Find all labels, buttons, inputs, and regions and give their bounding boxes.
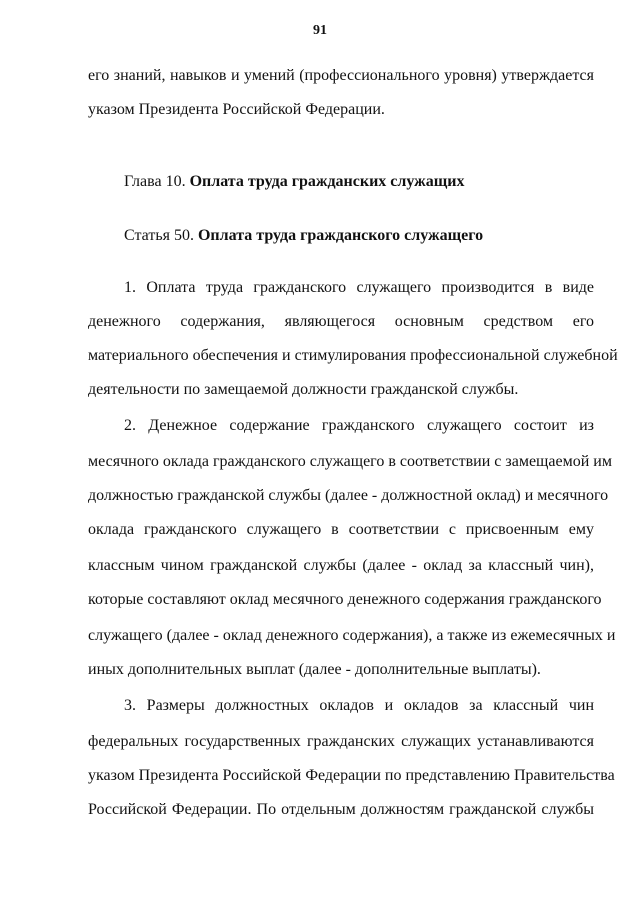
page-number: 91 xyxy=(313,23,327,38)
paragraph-2-line: иных дополнительных выплат (далее - дополнительные выплаты). xyxy=(88,661,541,678)
article-prefix: Статья 50. xyxy=(124,227,194,244)
paragraph-3-line: Российской Федерации. По отдельным должностям гражданской службы xyxy=(88,801,594,818)
paragraph-2-line: месячного оклада гражданского служащего в соответствии с замещаемой им xyxy=(88,453,612,470)
paragraph-2-line: должностью гражданской службы (далее - должностной оклад) и месячного xyxy=(88,487,609,504)
paragraph-2-line: оклада гражданского служащего в соответствии с присвоенным ему xyxy=(88,521,594,538)
paragraph-1-line: 1. Оплата труда гражданского служащего производится в виде xyxy=(124,279,594,296)
paragraph-1-line: денежного содержания, являющегося основным средством его xyxy=(88,313,594,330)
paragraph-2-line: которые составляют оклад месячного денежного содержания гражданского xyxy=(88,591,602,608)
chapter-title: Оплата труда гражданских служащих xyxy=(189,173,465,190)
paragraph-2-line: служащего (далее - оклад денежного содержания), а также из ежемесячных и xyxy=(88,627,616,644)
paragraph-2-line: классным чином гражданской службы (далее - оклад за классный чин), xyxy=(88,557,594,574)
paragraph-3-line: федеральных государственных гражданских служащих устанавливаются xyxy=(88,733,594,750)
paragraph-3-line: 3. Размеры должностных окладов и окладов за классный чин xyxy=(124,697,594,714)
chapter-prefix: Глава 10. xyxy=(124,173,186,190)
chapter-heading xyxy=(124,172,594,192)
paragraph-1-line: деятельности по замещаемой должности гражданской службы. xyxy=(88,381,519,398)
article-title: Оплата труда гражданского служащего xyxy=(197,227,484,244)
intro-line-1: его знаний, навыков и умений (профессионального уровня) утверждается xyxy=(88,67,594,84)
paragraph-1-line: материального обеспечения и стимулирования профессиональной служебной xyxy=(88,347,618,364)
intro-line-2: указом Президента Российской Федерации. xyxy=(88,101,385,118)
paragraph-3-line: указом Президента Российской Федерации по представлению Правительства xyxy=(88,767,615,784)
paragraph-2-line: 2. Денежное содержание гражданского служащего состоит из xyxy=(124,417,594,434)
article-heading xyxy=(124,226,594,246)
